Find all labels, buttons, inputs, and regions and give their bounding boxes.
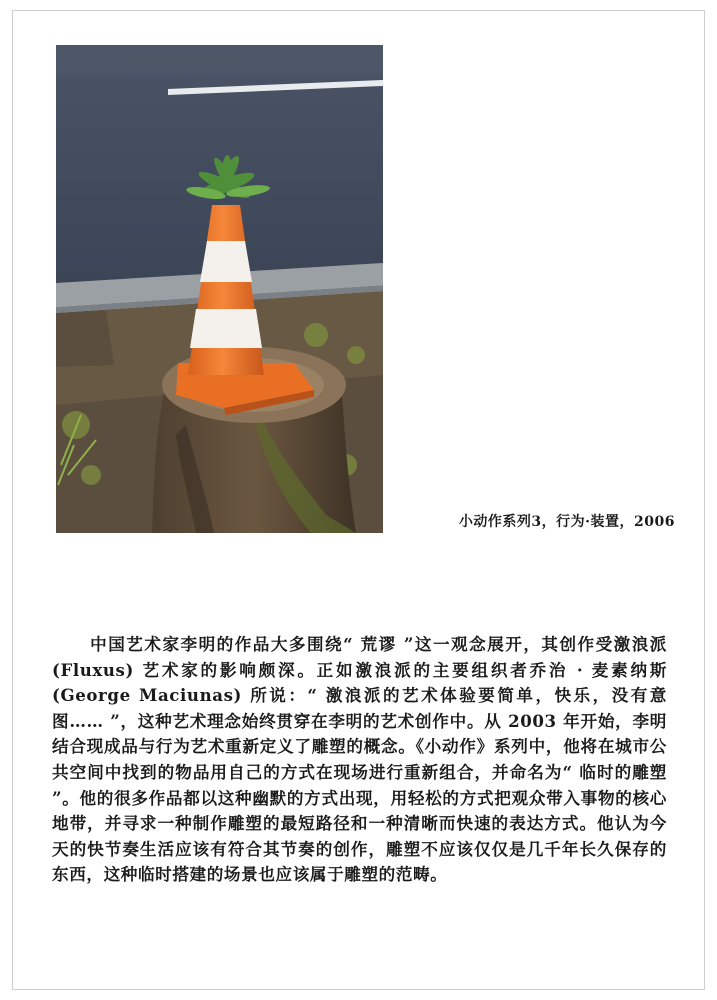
artwork-photo [56,45,383,533]
article-paragraph: 中国艺术家李明的作品大多围绕“ 荒谬 ”这一观念展开，其创作受激浪派 (Fluxus) 艺术家的影响颇深。正如激浪派的主要组织者乔治 · 麦素纳斯 (George Maciunas) 所说：“ 激浪派的艺术体验要简单，快乐，没有意图…… ”，这种艺术理念始终贯穿在李明的艺术创作中。从 2003 年开始，李明结合现成品与行为艺术重新定义了雕塑的概念。《小动作》系列中，他将在城市公共空间中找到的物品用自己的方式在现场进行重新组合，并命名为“ 临时的雕塑 ”。他的很多作品都以这种幽默的方式出现，用轻松的方式把观众带入事物的核心地带，并寻求一种制作雕塑的最短路径和一种清晰而快速的表达方式。他认为今天的快节奏生活应该有符合其节奏的创作，雕塑不应该仅仅是几千年长久保存的东西，这种临时搭建的场景也应该属于雕塑的范畴。 [52,634,667,885]
photo-caption: 小动作系列3，行为·装置，2006 [458,514,675,530]
